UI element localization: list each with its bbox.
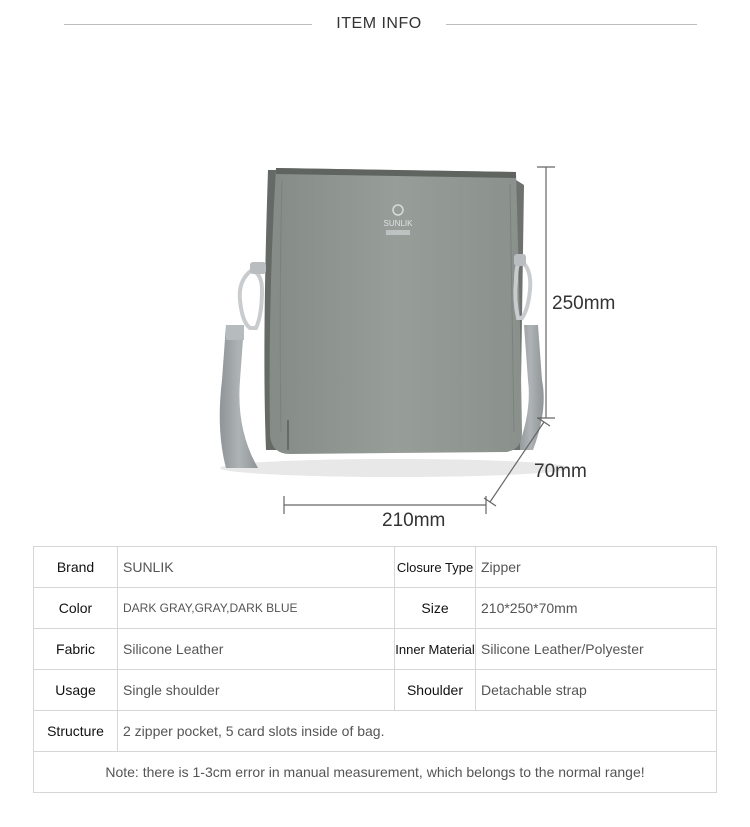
spec-value: DARK GRAY,GRAY,DARK BLUE — [118, 588, 395, 629]
spec-table — [33, 546, 717, 793]
strap-left — [220, 325, 258, 468]
table-row — [34, 588, 717, 629]
clasp-left-icon — [240, 270, 262, 328]
spec-value: 2 zipper pocket, 5 card slots inside of bag. — [118, 711, 717, 752]
table-row — [34, 670, 717, 711]
spec-value: Detachable strap — [476, 670, 717, 711]
spec-value: Silicone Leather/Polyester — [476, 629, 717, 670]
product-image — [0, 150, 750, 540]
spec-value: Zipper — [476, 547, 717, 588]
depth-label: 70mm — [534, 461, 587, 482]
spec-label: Inner Material — [395, 629, 476, 670]
table-row — [34, 711, 717, 752]
table-row — [34, 629, 717, 670]
spec-label: Fabric — [34, 629, 118, 670]
spec-label: Brand — [34, 547, 118, 588]
table-row — [34, 752, 717, 793]
spec-label: Color — [34, 588, 118, 629]
header-divider-left — [64, 24, 312, 25]
spec-value: Silicone Leather — [118, 629, 395, 670]
bag-logo-text: SUNLIK — [383, 219, 413, 228]
spec-label: Usage — [34, 670, 118, 711]
section-title: ITEM INFO — [336, 15, 422, 32]
height-label: 250mm — [552, 293, 616, 314]
spec-label: Closure Type — [395, 547, 476, 588]
table-row — [34, 547, 717, 588]
spec-value: 210*250*70mm — [476, 588, 717, 629]
spec-label: Size — [395, 588, 476, 629]
spec-value: SUNLIK — [118, 547, 395, 588]
spec-label: Structure — [34, 711, 118, 752]
header-divider-right — [446, 24, 697, 25]
bag-body — [270, 168, 522, 454]
spec-value: Single shoulder — [118, 670, 395, 711]
measurement-note: Note: there is 1-3cm error in manual measurement, which belongs to the normal range! — [34, 752, 717, 793]
spec-label: Shoulder — [395, 670, 476, 711]
width-label: 210mm — [382, 510, 446, 531]
